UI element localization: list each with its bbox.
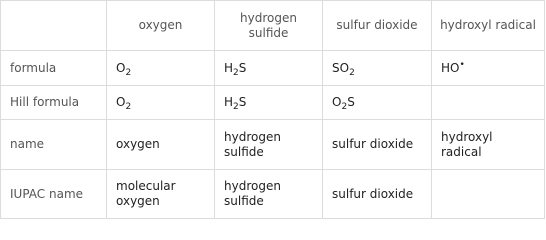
row-label-name: name xyxy=(1,120,107,170)
formula-cell: $O_2$ xyxy=(107,51,215,86)
iupac-name-cell: sulfur dioxide xyxy=(323,170,432,219)
iupac-name-cell xyxy=(432,170,545,219)
name-cell: hydrogen sulfide xyxy=(215,120,323,170)
name-cell: sulfur dioxide xyxy=(323,120,432,170)
formula-cell xyxy=(432,86,545,120)
corner-cell xyxy=(1,1,107,51)
column-header-hydrogen-sulfide: hydrogen sulfide xyxy=(215,1,323,51)
iupac-name-cell: molecular oxygen xyxy=(107,170,215,219)
formula-cell: $H_2S$ xyxy=(215,51,323,86)
table-row xyxy=(1,86,545,120)
formula-cell: $O_2$ xyxy=(107,86,215,120)
column-header-sulfur-dioxide: sulfur dioxide xyxy=(323,1,432,51)
column-header-hydroxyl-radical: hydroxyl radical xyxy=(432,1,545,51)
formula-cell: HO• xyxy=(432,51,545,86)
column-header-oxygen: oxygen xyxy=(107,1,215,51)
row-label-formula: formula xyxy=(1,51,107,86)
table-row xyxy=(1,120,545,170)
name-cell: hydroxyl radical xyxy=(432,120,545,170)
iupac-name-cell: hydrogen sulfide xyxy=(215,170,323,219)
row-label-iupac-name: IUPAC name xyxy=(1,170,107,219)
name-cell: oxygen xyxy=(107,120,215,170)
row-label-hill-formula: Hill formula xyxy=(1,86,107,120)
table-row xyxy=(1,170,545,219)
header-row xyxy=(1,1,545,51)
table-row xyxy=(1,51,545,86)
formula-cell: $H_2S$ xyxy=(215,86,323,120)
formula-cell: $O_2S$ xyxy=(323,86,432,120)
formula-cell: $SO_2$ xyxy=(323,51,432,86)
